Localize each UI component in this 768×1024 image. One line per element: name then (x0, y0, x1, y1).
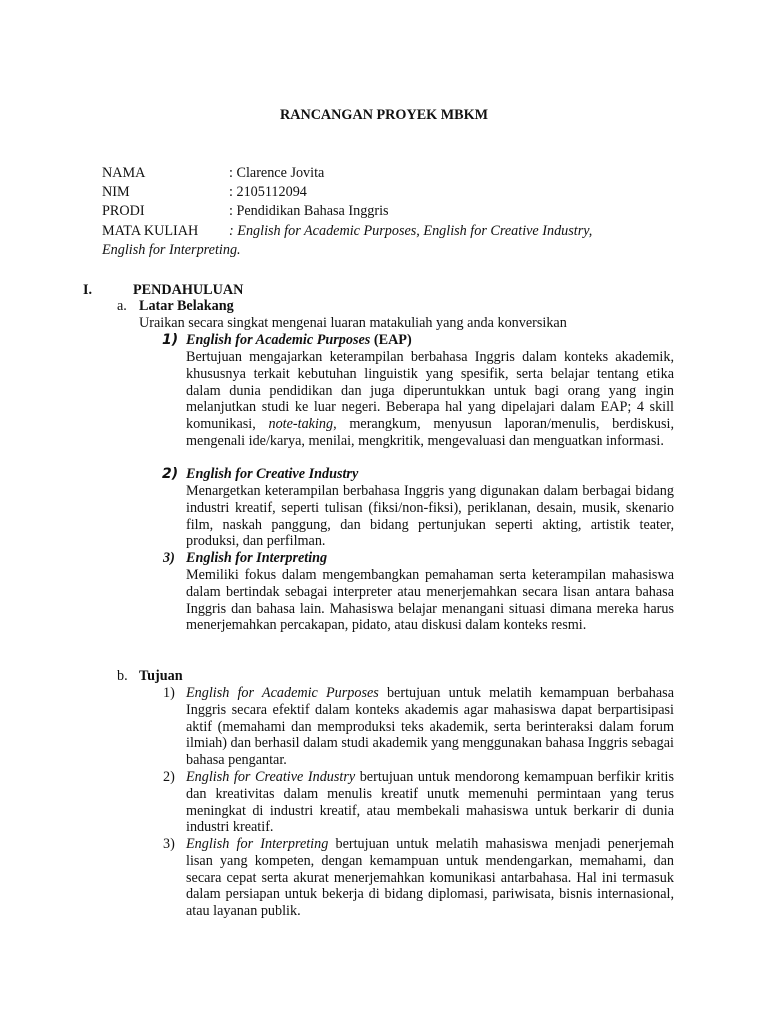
item-b3-paragraph (186, 836, 674, 920)
item-b1-paragraph (186, 685, 674, 769)
item-a3-paragraph: Memiliki fokus dalam mengembangkan pemahaman serta keterampilan mahasiswa dalam bertindak sebagai interpreter atau menerjemahkan secara lisan antara bahasa Inggris dan bahasa lain. Mahasiswa belajar menangani situasi dimana mereka harus menerjemahkan percakapan, pidato, atau diskusi dalam konteks resmi. (186, 567, 674, 634)
subsection-b-letter: b. (117, 668, 128, 684)
identity-value-mata-kuliah: : English for Academic Purposes, English for Creative Industry, (229, 223, 593, 239)
item-a3-number: 3) (163, 550, 175, 566)
item-b2-text: bertujuan untuk mendorong kemampuan berfikir kritis dan kreativitas dalam menulis kreatif unutk memenuhi permintaan yang terus meningkat di industri kreatif, atau membekali mahasiswa untuk berkarir di dunia industri kreatif. (186, 769, 674, 836)
identity-label-nim: NIM (102, 184, 130, 200)
item-b2-number: 2) (163, 769, 175, 785)
document-title: RANCANGAN PROYEK MBKM (279, 107, 489, 123)
item-a2-paragraph: Menargetkan keterampilan berbahasa Inggris yang digunakan dalam berbagai bidang industri kreatif, seperti tulisan (fiksi/non-fiksi), periklanan, desain, musik, skenario film, naskah panggung, dan bidang pertunjukan seperti akting, artistik teater, produksi, dan perfilman. (186, 483, 674, 550)
identity-label-nama: NAMA (102, 165, 146, 181)
item-a1-heading (186, 332, 412, 349)
item-a1-text-2: , merangkum, menyusun laporan/menulis, berdiskusi, mengenali ide/karya, menilai, mengkritik, mengevaluasi dan menguatkan informasi. (186, 416, 674, 449)
identity-label-mata-kuliah: MATA KULIAH (102, 223, 199, 239)
item-b1-text: bertujuan untuk melatih kemampuan berbahasa Inggris secara efektif dalam konteks akademis agar mahasiswa dapat berpartisipasi aktif (memahami dan memproduksi teks akademik, serta berinteraksi dalam forum ilmiah) dan berhasil dalam studi akademik yang menggunakan bahasa Inggris sebagai bahasa pengantar. (186, 685, 674, 769)
item-a1-paragraph (186, 349, 674, 450)
subsection-a-letter: a. (117, 298, 127, 314)
item-a1-heading-suffix: (EAP) (370, 332, 412, 348)
item-b3-number: 3) (163, 836, 175, 852)
item-b3-text: bertujuan untuk melatih mahasiswa menjadi penerjemah lisan yang kompeten, dengan kemampuan untuk mendengarkan, memahami, dan secara cepat serta akurat menerjemahkan komunikasi antarbahasa. Hal ini termasuk dalam persiapan untuk bekerja di bidang diplomasi, pariwisata, bisnis internasional, atau layanan publik. (186, 836, 674, 920)
item-a2-heading: English for Creative Industry (186, 466, 359, 482)
item-b2-paragraph (186, 769, 674, 836)
item-a3-heading: English for Interpreting (186, 550, 328, 566)
subsection-a-intro: Uraikan secara singkat mengenai luaran matakuliah yang anda konversikan (139, 315, 567, 331)
item-a2-number: 2) (162, 466, 179, 482)
identity-value-nama: : Clarence Jovita (229, 165, 325, 181)
section-title: PENDAHULUAN (133, 282, 244, 298)
identity-value-prodi: : Pendidikan Bahasa Inggris (229, 203, 389, 219)
identity-value-nim: : 2105112094 (229, 184, 307, 200)
item-b1-number: 1) (163, 685, 175, 701)
subsection-b-title: Tujuan (139, 668, 183, 684)
subsection-a-title: Latar Belakang (139, 298, 234, 314)
item-a1-number: 1) (162, 332, 179, 348)
item-a1-text-italic: note-taking (268, 416, 334, 433)
item-a1-text-1: Bertujuan mengajarkan keterampilan berbahasa Inggris dalam konteks akademik, khususnya terkait kebutuhan linguistik yang spesifik, serta belajar tentang etika dalam dunia pendidikan dan juga diperuntukkan untuk bagi orang yang ingin melanjutkan studi ke luar negeri. Beberapa hal yang dipelajari dalam EAP; 4 skill komunikasi, (186, 349, 674, 433)
identity-label-prodi: PRODI (102, 203, 145, 219)
item-b2-italic: English for Creative Industry (186, 769, 356, 785)
item-b1-italic: English for Academic Purposes (186, 685, 379, 701)
item-b3-italic: English for Interpreting (186, 836, 329, 852)
identity-value-continuation: English for Interpreting. (102, 242, 241, 258)
item-a1-heading-italic: English for Academic Purposes (186, 332, 371, 348)
section-number: I. (83, 282, 93, 298)
